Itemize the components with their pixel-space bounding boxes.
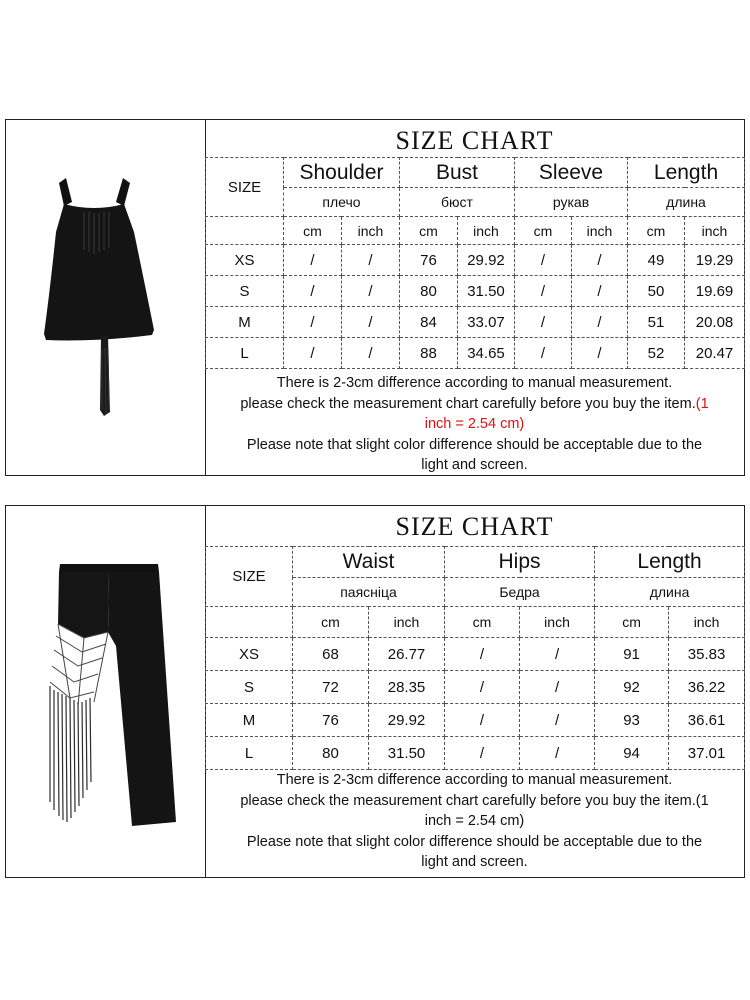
note-measurement: There is 2-3cm difference according to manual measurement. <box>276 772 673 788</box>
size-table-bottom <box>205 546 745 770</box>
note-check-chart: please check the measurement chart carefully before you buy the item.(1 <box>240 792 709 809</box>
cell: 94 <box>595 737 669 770</box>
note-color-cont: light and screen. <box>421 457 528 473</box>
product-image-fringe-pants <box>6 506 206 877</box>
cell: / <box>342 276 400 307</box>
row-size: XS <box>206 638 293 671</box>
unit-cm: cm <box>400 217 458 245</box>
unit-inch: inch <box>572 217 628 245</box>
unit-cm: cm <box>515 217 572 245</box>
cell: / <box>520 671 595 704</box>
note-conversion: inch = 2.54 cm) <box>424 813 525 829</box>
cell: 50 <box>628 276 685 307</box>
unit-inch: inch <box>342 217 400 245</box>
header-hips: Hips <box>445 547 595 578</box>
cell: / <box>284 245 342 276</box>
cell: 88 <box>400 338 458 369</box>
row-size: M <box>206 307 284 338</box>
size-chart-bottom <box>205 506 744 877</box>
cell: / <box>445 671 520 704</box>
unit-inch: inch <box>520 607 595 638</box>
size-header: SIZE <box>206 158 284 217</box>
cell: / <box>572 338 628 369</box>
cell: 29.92 <box>458 245 515 276</box>
unit-spacer <box>206 217 284 245</box>
chart-title: SIZE CHART <box>395 512 554 541</box>
cell: 31.50 <box>458 276 515 307</box>
header-sleeve: Sleeve <box>515 158 628 188</box>
cell: / <box>284 338 342 369</box>
header-length-ru: длина <box>628 188 745 217</box>
unit-inch: inch <box>369 607 445 638</box>
cell: / <box>520 737 595 770</box>
unit-cm: cm <box>595 607 669 638</box>
table-row <box>206 704 745 737</box>
unit-cm: cm <box>284 217 342 245</box>
unit-inch: inch <box>685 217 745 245</box>
cell: 92 <box>595 671 669 704</box>
cell: 28.35 <box>369 671 445 704</box>
header-shoulder: Shoulder <box>284 158 400 188</box>
cell: / <box>342 307 400 338</box>
row-size: S <box>206 276 284 307</box>
cell: / <box>572 245 628 276</box>
header-bust-ru: бюст <box>400 188 515 217</box>
header-length-ru: длина <box>595 578 745 607</box>
table-row <box>206 671 745 704</box>
cell: / <box>515 245 572 276</box>
unit-inch: inch <box>458 217 515 245</box>
table-row <box>206 276 745 307</box>
note-conversion: inch = 2.54 cm) <box>424 416 525 432</box>
cell: 51 <box>628 307 685 338</box>
table-row <box>206 338 745 369</box>
row-size: L <box>206 737 293 770</box>
size-chart-panel-top <box>5 119 745 476</box>
header-bust: Bust <box>400 158 515 188</box>
cell: 72 <box>293 671 369 704</box>
cell: / <box>342 338 400 369</box>
cell: 36.61 <box>669 704 745 737</box>
cell: 76 <box>293 704 369 737</box>
cell: 93 <box>595 704 669 737</box>
header-shoulder-ru: плечо <box>284 188 400 217</box>
cell: 49 <box>628 245 685 276</box>
cell: 80 <box>400 276 458 307</box>
cell: / <box>520 704 595 737</box>
notes-top <box>205 373 744 476</box>
chart-title: SIZE CHART <box>395 126 554 155</box>
unit-cm: cm <box>628 217 685 245</box>
unit-cm: cm <box>293 607 369 638</box>
note-conversion-red: (1 <box>695 395 709 412</box>
cell: 31.50 <box>369 737 445 770</box>
cell: 20.47 <box>685 338 745 369</box>
cell: / <box>445 638 520 671</box>
fringe-pants-illustration <box>6 506 205 877</box>
note-color: Please note that slight color difference should be acceptable due to the <box>246 833 703 850</box>
cell: / <box>342 245 400 276</box>
notes-bottom <box>205 770 744 873</box>
halter-top-illustration <box>6 120 205 475</box>
cell: 34.65 <box>458 338 515 369</box>
row-size: L <box>206 338 284 369</box>
row-size: XS <box>206 245 284 276</box>
header-waist: Waist <box>293 547 445 578</box>
table-row <box>206 737 745 770</box>
cell: 19.29 <box>685 245 745 276</box>
size-chart-panel-bottom <box>5 505 745 878</box>
header-sleeve-ru: рукав <box>515 188 628 217</box>
cell: 19.69 <box>685 276 745 307</box>
cell: / <box>515 276 572 307</box>
cell: / <box>572 276 628 307</box>
cell: / <box>572 307 628 338</box>
unit-spacer <box>206 607 293 638</box>
cell: 76 <box>400 245 458 276</box>
cell: 52 <box>628 338 685 369</box>
product-image-halter-top <box>6 120 206 475</box>
table-row <box>206 307 745 338</box>
cell: / <box>445 704 520 737</box>
cell: / <box>520 638 595 671</box>
note-measurement: There is 2-3cm difference according to manual measurement. <box>276 375 673 391</box>
cell: 37.01 <box>669 737 745 770</box>
table-row <box>206 245 745 276</box>
size-table-top <box>205 157 745 369</box>
cell: / <box>284 276 342 307</box>
header-length: Length <box>628 158 745 188</box>
unit-inch: inch <box>669 607 745 638</box>
cell: / <box>515 307 572 338</box>
cell: 26.77 <box>369 638 445 671</box>
note-check-chart <box>205 394 744 415</box>
cell: 91 <box>595 638 669 671</box>
row-size: M <box>206 704 293 737</box>
size-chart-top <box>205 120 744 475</box>
size-header: SIZE <box>206 547 293 607</box>
header-hips-ru: Бедра <box>445 578 595 607</box>
header-length: Length <box>595 547 745 578</box>
note-color: Please note that slight color difference should be acceptable due to the <box>246 436 703 453</box>
cell: 35.83 <box>669 638 745 671</box>
note-color-cont: light and screen. <box>421 854 528 870</box>
cell: / <box>445 737 520 770</box>
cell: / <box>515 338 572 369</box>
row-size: S <box>206 671 293 704</box>
cell: 29.92 <box>369 704 445 737</box>
cell: 33.07 <box>458 307 515 338</box>
cell: 20.08 <box>685 307 745 338</box>
table-row <box>206 638 745 671</box>
note-check-text: please check the measurement chart carefully before you buy the item. <box>240 395 696 412</box>
cell: 68 <box>293 638 369 671</box>
unit-cm: cm <box>445 607 520 638</box>
cell: 84 <box>400 307 458 338</box>
cell: / <box>284 307 342 338</box>
cell: 80 <box>293 737 369 770</box>
cell: 36.22 <box>669 671 745 704</box>
header-waist-ru: паясніца <box>293 578 445 607</box>
